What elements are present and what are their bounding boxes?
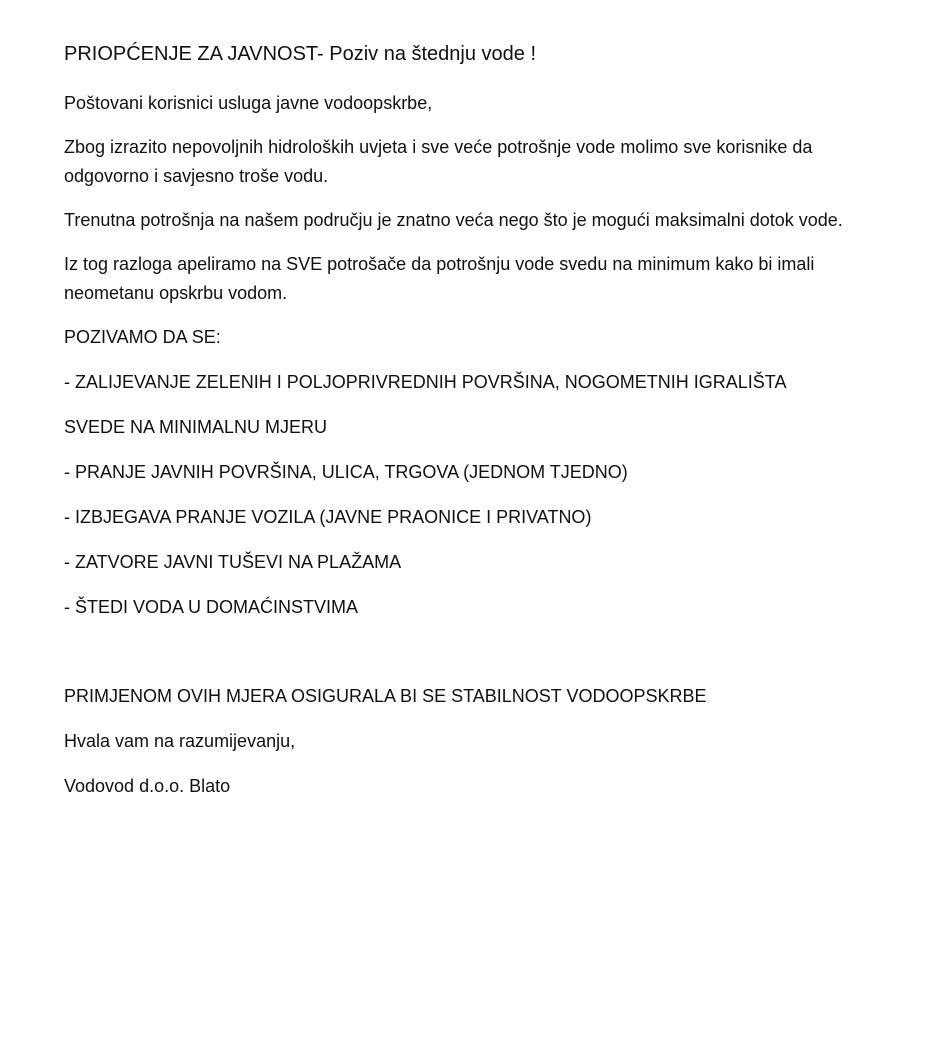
measure-item: - ZATVORE JAVNI TUŠEVI NA PLAŽAMA xyxy=(64,552,402,572)
document-title: PRIOPĆENJE ZA JAVNOST- Poziv na štednju vode ! xyxy=(64,43,537,65)
measure-item: SVEDE NA MINIMALNU MJERU xyxy=(64,417,328,437)
call-heading: POZIVAMO DA SE: xyxy=(64,327,221,347)
conclusion: PRIMJENOM OVIH MJERA OSIGURALA BI SE STABILNOST VODOOPSKRBE xyxy=(64,686,707,706)
signature: Vodovod d.o.o. Blato xyxy=(64,776,231,796)
blank-line xyxy=(64,638,864,682)
greeting: Poštovani korisnici usluga javne vodoopskrbe, xyxy=(64,93,433,113)
measure-item: - IZBJEGAVA PRANJE VOZILA (JAVNE PRAONICE I PRIVATNO) xyxy=(64,507,592,527)
closing: Hvala vam na razumijevanju, xyxy=(64,731,296,751)
measure-item: - ZALIJEVANJE ZELENIH I POLJOPRIVREDNIH POVRŠINA, NOGOMETNIH IGRALIŠTA xyxy=(64,372,787,392)
paragraph-conditions: Zbog izrazito nepovoljnih hidroloških uvjeta i sve veće potrošnje vode molimo sve korisnike da odgovorno i savjesno troše vodu. xyxy=(64,137,813,186)
measure-item: - PRANJE JAVNIH POVRŠINA, ULICA, TRGOVA (JEDNOM TJEDNO) xyxy=(64,462,628,482)
document-page xyxy=(64,40,864,817)
paragraph-appeal: Iz tog razloga apeliramo na SVE potrošače da potrošnju vode svedu na minimum kako bi imali neometanu opskrbu vodom. xyxy=(64,254,815,303)
measure-item: - ŠTEDI VODA U DOMAĆINSTVIMA xyxy=(64,597,359,617)
paragraph-consumption: Trenutna potrošnja na našem području je znatno veća nego što je mogući maksimalni dotok vode. xyxy=(64,210,843,230)
